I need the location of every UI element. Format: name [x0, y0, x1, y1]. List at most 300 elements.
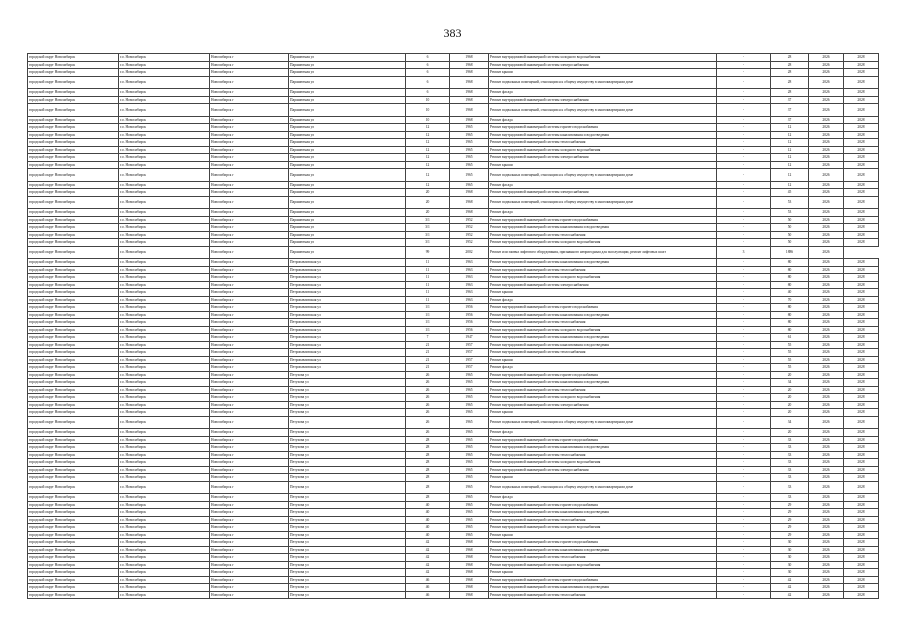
city-cell: Новосибирск г [210, 509, 289, 517]
municipality-cell: г.о. Новосибирск [119, 266, 210, 274]
value-cell: 30 [771, 554, 809, 562]
work-type-cell: Ремонт подвальных помещений, относящихся к общему имуществу в многоквартирном доме [489, 196, 717, 209]
city-cell: Новосибирск г [210, 161, 289, 169]
work-type-cell: Ремонт крыши [489, 569, 717, 577]
year-end-cell: 2028 [844, 356, 879, 364]
table-row [28, 304, 879, 312]
value-cell: 12 [771, 181, 809, 189]
dash-cell: - [717, 334, 771, 342]
city-cell: Новосибирск г [210, 96, 289, 104]
value-cell: 30 [771, 561, 809, 569]
house-cell: 6 [406, 76, 450, 89]
dash-cell: - [717, 436, 771, 444]
work-type-cell: Ремонт внутридомовой инженерной системы канализования и водоотведения [489, 341, 717, 349]
table-row [28, 501, 879, 509]
city-cell: Новосибирск г [210, 196, 289, 209]
year-end-cell: 2028 [844, 474, 879, 482]
street-cell: Петропавловская ул [289, 304, 406, 312]
municipality-cell: г.о. Новосибирск [119, 401, 210, 409]
city-cell: Новосибирск г [210, 451, 289, 459]
value-cell: 40 [771, 289, 809, 297]
city-cell: Новосибирск г [210, 349, 289, 357]
year-cell: 1957 [450, 356, 489, 364]
municipality-cell: г.о. Новосибирск [119, 289, 210, 297]
house-cell: 28 [406, 459, 450, 467]
work-type-cell: Ремонт крыши [489, 531, 717, 539]
year-cell: 1968 [450, 69, 489, 77]
district-cell: городской округ Новосибирск [28, 524, 119, 532]
value-cell: 20 [771, 409, 809, 417]
year-cell: 1965 [450, 181, 489, 189]
municipality-cell: г.о. Новосибирск [119, 501, 210, 509]
work-type-cell: Ремонт внутридомовой инженерной системы канализования и водоотведения [489, 379, 717, 387]
street-cell: Петухова ул [289, 429, 406, 437]
district-cell: городской округ Новосибирск [28, 481, 119, 494]
city-cell: Новосибирск г [210, 281, 289, 289]
dash-cell: - [717, 209, 771, 217]
municipality-cell: г.о. Новосибирск [119, 546, 210, 554]
year-end-cell: 2028 [844, 266, 879, 274]
municipality-cell: г.о. Новосибирск [119, 436, 210, 444]
year-start-cell: 2026 [809, 554, 844, 562]
dash-cell: - [717, 401, 771, 409]
year-start-cell: 2026 [809, 104, 844, 117]
dash-cell: - [717, 554, 771, 562]
year-end-cell: 2028 [844, 409, 879, 417]
dash-cell: - [717, 69, 771, 77]
value-cell: 30 [771, 539, 809, 547]
value-cell: 53 [771, 209, 809, 217]
year-end-cell: 2028 [844, 289, 879, 297]
year-start-cell: 2026 [809, 69, 844, 77]
street-cell: Петухова ул [289, 481, 406, 494]
municipality-cell: г.о. Новосибирск [119, 231, 210, 239]
house-cell: 11 [406, 259, 450, 267]
city-cell: Новосибирск г [210, 231, 289, 239]
street-cell: Петропавловская ул [289, 326, 406, 334]
year-cell: 1965 [450, 161, 489, 169]
year-end-cell: 2028 [844, 591, 879, 599]
municipality-cell: г.о. Новосибирск [119, 509, 210, 517]
table-row [28, 154, 879, 162]
district-cell: городской округ Новосибирск [28, 386, 119, 394]
municipality-cell: г.о. Новосибирск [119, 576, 210, 584]
municipality-cell: г.о. Новосибирск [119, 169, 210, 182]
work-type-cell: Ремонт фасада [489, 89, 717, 97]
year-end-cell: 2028 [844, 494, 879, 502]
house-cell: 20 [406, 209, 450, 217]
district-cell: городской округ Новосибирск [28, 131, 119, 139]
district-cell: городской округ Новосибирск [28, 356, 119, 364]
dash-cell: - [717, 561, 771, 569]
value-cell: 20 [771, 429, 809, 437]
street-cell: Петухова ул [289, 539, 406, 547]
city-cell: Новосибирск г [210, 266, 289, 274]
work-type-cell: Ремонт крыши [489, 69, 717, 77]
district-cell: городской округ Новосибирск [28, 401, 119, 409]
table-row [28, 466, 879, 474]
district-cell: городской округ Новосибирск [28, 209, 119, 217]
year-start-cell: 2026 [809, 546, 844, 554]
table-row [28, 539, 879, 547]
municipality-cell: г.о. Новосибирск [119, 274, 210, 282]
dash-cell: - [717, 416, 771, 429]
year-end-cell: 2028 [844, 459, 879, 467]
table-row [28, 274, 879, 282]
street-cell: Петухова ул [289, 524, 406, 532]
year-start-cell: 2026 [809, 181, 844, 189]
municipality-cell: г.о. Новосибирск [119, 216, 210, 224]
year-start-cell: 2026 [809, 161, 844, 169]
work-type-cell: Ремонт внутридомовой инженерной системы теплоснабжения [489, 516, 717, 524]
year-start-cell: 2026 [809, 154, 844, 162]
street-cell: Петропавловская ул [289, 281, 406, 289]
year-cell: 1965 [450, 409, 489, 417]
year-start-cell: 2026 [809, 96, 844, 104]
year-end-cell: 2028 [844, 509, 879, 517]
district-cell: городской округ Новосибирск [28, 561, 119, 569]
dash-cell: - [717, 124, 771, 132]
street-cell: Парашютная ул [289, 209, 406, 217]
street-cell: Петухова ул [289, 509, 406, 517]
work-type-cell: Ремонт внутридомовой инженерной системы теплоснабжения [489, 266, 717, 274]
year-end-cell: 2028 [844, 561, 879, 569]
work-type-cell: Ремонт внутридомовой инженерной системы холодного водоснабжения [489, 459, 717, 467]
year-end-cell: 2028 [844, 584, 879, 592]
municipality-cell: г.о. Новосибирск [119, 554, 210, 562]
district-cell: городской округ Новосибирск [28, 474, 119, 482]
year-cell: 1963 [450, 266, 489, 274]
house-cell: 10 [406, 96, 450, 104]
city-cell: Новосибирск г [210, 181, 289, 189]
table-row [28, 259, 879, 267]
street-cell: Парашютная ул [289, 154, 406, 162]
year-cell: 1968 [450, 546, 489, 554]
municipality-cell: г.о. Новосибирск [119, 371, 210, 379]
house-cell: 11 [406, 266, 450, 274]
dash-cell: - [717, 319, 771, 327]
value-cell: 33 [771, 444, 809, 452]
city-cell: Новосибирск г [210, 76, 289, 89]
table-row [28, 89, 879, 97]
table-row [28, 326, 879, 334]
dash-cell: - [717, 96, 771, 104]
year-end-cell: 2028 [844, 326, 879, 334]
table-row [28, 409, 879, 417]
street-cell: Петухова ул [289, 516, 406, 524]
street-cell: Петропавловская ул [289, 311, 406, 319]
year-end-cell: 2028 [844, 349, 879, 357]
table-row [28, 394, 879, 402]
year-cell: 1968 [450, 539, 489, 547]
year-end-cell: 2028 [844, 334, 879, 342]
value-cell: 80 [771, 311, 809, 319]
year-end-cell: 2028 [844, 96, 879, 104]
municipality-cell: г.о. Новосибирск [119, 481, 210, 494]
dash-cell: - [717, 546, 771, 554]
year-end-cell: 2028 [844, 89, 879, 97]
street-cell: Парашютная ул [289, 116, 406, 124]
year-start-cell: 2026 [809, 274, 844, 282]
dash-cell: - [717, 116, 771, 124]
table-body [28, 54, 879, 599]
year-cell: 1968 [450, 209, 489, 217]
street-cell: Петухова ул [289, 494, 406, 502]
dash-cell: - [717, 259, 771, 267]
table-row [28, 591, 879, 599]
municipality-cell: г.о. Новосибирск [119, 224, 210, 232]
city-cell: Новосибирск г [210, 371, 289, 379]
year-start-cell: 2026 [809, 591, 844, 599]
city-cell: Новосибирск г [210, 104, 289, 117]
table-row [28, 116, 879, 124]
dash-cell: - [717, 196, 771, 209]
work-type-cell: Ремонт внутридомовой инженерной системы горячего водоснабжения [489, 216, 717, 224]
street-cell: Петухова ул [289, 474, 406, 482]
work-type-cell: Ремонт внутридомовой инженерной системы холодного водоснабжения [489, 274, 717, 282]
municipality-cell: г.о. Новосибирск [119, 124, 210, 132]
year-start-cell: 2026 [809, 231, 844, 239]
house-cell: 7 [406, 334, 450, 342]
city-cell: Новосибирск г [210, 139, 289, 147]
district-cell: городской округ Новосибирск [28, 266, 119, 274]
year-end-cell: 2028 [844, 181, 879, 189]
value-cell: 55 [771, 364, 809, 372]
year-start-cell: 2026 [809, 494, 844, 502]
year-start-cell: 2026 [809, 139, 844, 147]
dash-cell: - [717, 54, 771, 62]
street-cell: Петропавловская ул [289, 364, 406, 372]
dash-cell: - [717, 451, 771, 459]
street-cell: Петропавловская ул [289, 341, 406, 349]
city-cell: Новосибирск г [210, 216, 289, 224]
dash-cell: - [717, 131, 771, 139]
city-cell: Новосибирск г [210, 416, 289, 429]
municipality-cell: г.о. Новосибирск [119, 196, 210, 209]
city-cell: Новосибирск г [210, 246, 289, 259]
street-cell: Петропавловская ул [289, 274, 406, 282]
city-cell: Новосибирск г [210, 516, 289, 524]
year-start-cell: 2026 [809, 304, 844, 312]
table-row [28, 364, 879, 372]
dash-cell: - [717, 429, 771, 437]
year-end-cell: 2028 [844, 209, 879, 217]
district-cell: городской округ Новосибирск [28, 89, 119, 97]
dash-cell: - [717, 481, 771, 494]
table-row [28, 546, 879, 554]
work-type-cell: Ремонт внутридомовой инженерной системы теплоснабжения [489, 231, 717, 239]
municipality-cell: г.о. Новосибирск [119, 146, 210, 154]
municipality-cell: г.о. Новосибирск [119, 96, 210, 104]
street-cell: Петухова ул [289, 371, 406, 379]
municipality-cell: г.о. Новосибирск [119, 394, 210, 402]
year-cell: 1963 [450, 259, 489, 267]
dash-cell: - [717, 304, 771, 312]
year-cell: 1952 [450, 239, 489, 247]
value-cell: 50 [771, 239, 809, 247]
municipality-cell: г.о. Новосибирск [119, 189, 210, 197]
dash-cell: - [717, 231, 771, 239]
year-end-cell: 2028 [844, 61, 879, 69]
year-cell: 1965 [450, 474, 489, 482]
dash-cell: - [717, 224, 771, 232]
street-cell: Парашютная ул [289, 169, 406, 182]
dash-cell: - [717, 281, 771, 289]
district-cell: городской округ Новосибирск [28, 281, 119, 289]
district-cell: городской округ Новосибирск [28, 181, 119, 189]
value-cell: 34 [771, 416, 809, 429]
year-start-cell: 2026 [809, 386, 844, 394]
value-cell: 12 [771, 131, 809, 139]
city-cell: Новосибирск г [210, 54, 289, 62]
house-cell: 6 [406, 69, 450, 77]
value-cell: 29 [771, 524, 809, 532]
work-type-cell: Ремонт подвальных помещений, относящихся к общему имуществу в многоквартирном доме [489, 76, 717, 89]
district-cell: городской округ Новосибирск [28, 124, 119, 132]
street-cell: Петухова ул [289, 584, 406, 592]
district-cell: городской округ Новосибирск [28, 139, 119, 147]
street-cell: Парашютная ул [289, 131, 406, 139]
table-row [28, 231, 879, 239]
year-cell: 1965 [450, 501, 489, 509]
district-cell: городской округ Новосибирск [28, 569, 119, 577]
value-cell: 28 [771, 89, 809, 97]
city-cell: Новосибирск г [210, 89, 289, 97]
year-end-cell: 2028 [844, 161, 879, 169]
work-type-cell: Ремонт внутридомовой инженерной системы теплоснабжения [489, 386, 717, 394]
dash-cell: - [717, 494, 771, 502]
street-cell: Петухова ул [289, 561, 406, 569]
district-cell: городской округ Новосибирск [28, 146, 119, 154]
house-cell: 12 [406, 139, 450, 147]
table-row [28, 161, 879, 169]
street-cell: Петухова ул [289, 576, 406, 584]
street-cell: Петухова ул [289, 386, 406, 394]
value-cell: 37 [771, 96, 809, 104]
year-cell: 1956 [450, 326, 489, 334]
year-cell: 1968 [450, 116, 489, 124]
district-cell: городской округ Новосибирск [28, 231, 119, 239]
table-row [28, 334, 879, 342]
year-cell: 1965 [450, 169, 489, 182]
municipality-cell: г.о. Новосибирск [119, 61, 210, 69]
year-cell: 1968 [450, 591, 489, 599]
value-cell: 20 [771, 401, 809, 409]
table-row [28, 196, 879, 209]
house-cell: 3/1 [406, 216, 450, 224]
dash-cell: - [717, 161, 771, 169]
table-row [28, 531, 879, 539]
work-type-cell: Ремонт фасада [489, 364, 717, 372]
dash-cell: - [717, 394, 771, 402]
city-cell: Новосибирск г [210, 169, 289, 182]
repair-schedule-table [27, 53, 879, 599]
year-end-cell: 2028 [844, 546, 879, 554]
house-cell: 26 [406, 416, 450, 429]
street-cell: Парашютная ул [289, 216, 406, 224]
house-cell: 1/1 [406, 319, 450, 327]
year-start-cell: 2026 [809, 281, 844, 289]
work-type-cell: Ремонт внутридомовой инженерной системы электроснабжения [489, 189, 717, 197]
year-end-cell: 2028 [844, 429, 879, 437]
year-start-cell: 2026 [809, 326, 844, 334]
municipality-cell: г.о. Новосибирск [119, 319, 210, 327]
dash-cell: - [717, 409, 771, 417]
table-row [28, 516, 879, 524]
city-cell: Новосибирск г [210, 444, 289, 452]
district-cell: городской округ Новосибирск [28, 466, 119, 474]
street-cell: Парашютная ул [289, 54, 406, 62]
work-type-cell: Ремонт внутридомовой инженерной системы канализования и водоотведения [489, 584, 717, 592]
street-cell: Парашютная ул [289, 96, 406, 104]
district-cell: городской округ Новосибирск [28, 161, 119, 169]
district-cell: городской округ Новосибирск [28, 104, 119, 117]
district-cell: городской округ Новосибирск [28, 224, 119, 232]
street-cell: Петухова ул [289, 451, 406, 459]
city-cell: Новосибирск г [210, 546, 289, 554]
district-cell: городской округ Новосибирск [28, 539, 119, 547]
house-cell: 26 [406, 379, 450, 387]
municipality-cell: г.о. Новосибирск [119, 416, 210, 429]
year-cell: 1957 [450, 364, 489, 372]
year-cell: 1963 [450, 274, 489, 282]
year-start-cell: 2026 [809, 209, 844, 217]
year-start-cell: 2026 [809, 311, 844, 319]
table-row [28, 429, 879, 437]
municipality-cell: г.о. Новосибирск [119, 561, 210, 569]
city-cell: Новосибирск г [210, 561, 289, 569]
value-cell: 28 [771, 54, 809, 62]
house-cell: 42 [406, 546, 450, 554]
dash-cell: - [717, 569, 771, 577]
table-row [28, 224, 879, 232]
house-cell: 46 [406, 591, 450, 599]
year-cell: 1965 [450, 531, 489, 539]
street-cell: Петропавловская ул [289, 356, 406, 364]
year-cell: 1968 [450, 96, 489, 104]
year-cell: 1965 [450, 139, 489, 147]
year-start-cell: 2026 [809, 379, 844, 387]
work-type-cell: Ремонт внутридомовой инженерной системы канализования и водоотведения [489, 334, 717, 342]
street-cell: Петропавловская ул [289, 296, 406, 304]
street-cell: Петухова ул [289, 459, 406, 467]
value-cell: 33 [771, 481, 809, 494]
district-cell: городской округ Новосибирск [28, 436, 119, 444]
district-cell: городской округ Новосибирск [28, 296, 119, 304]
city-cell: Новосибирск г [210, 131, 289, 139]
year-cell: 1968 [450, 89, 489, 97]
city-cell: Новосибирск г [210, 61, 289, 69]
value-cell: 34 [771, 379, 809, 387]
city-cell: Новосибирск г [210, 326, 289, 334]
year-start-cell: 2026 [809, 61, 844, 69]
year-cell: 1952 [450, 224, 489, 232]
city-cell: Новосибирск г [210, 304, 289, 312]
dash-cell: - [717, 274, 771, 282]
street-cell: Парашютная ул [289, 89, 406, 97]
year-cell: 1963 [450, 281, 489, 289]
dash-cell: - [717, 524, 771, 532]
year-start-cell: 2026 [809, 466, 844, 474]
street-cell: Петухова ул [289, 416, 406, 429]
district-cell: городской округ Новосибирск [28, 169, 119, 182]
value-cell: 80 [771, 281, 809, 289]
year-start-cell: 2026 [809, 394, 844, 402]
year-cell: 1968 [450, 554, 489, 562]
year-cell: 1952 [450, 216, 489, 224]
year-start-cell: 2026 [809, 516, 844, 524]
house-cell: 46 [406, 576, 450, 584]
